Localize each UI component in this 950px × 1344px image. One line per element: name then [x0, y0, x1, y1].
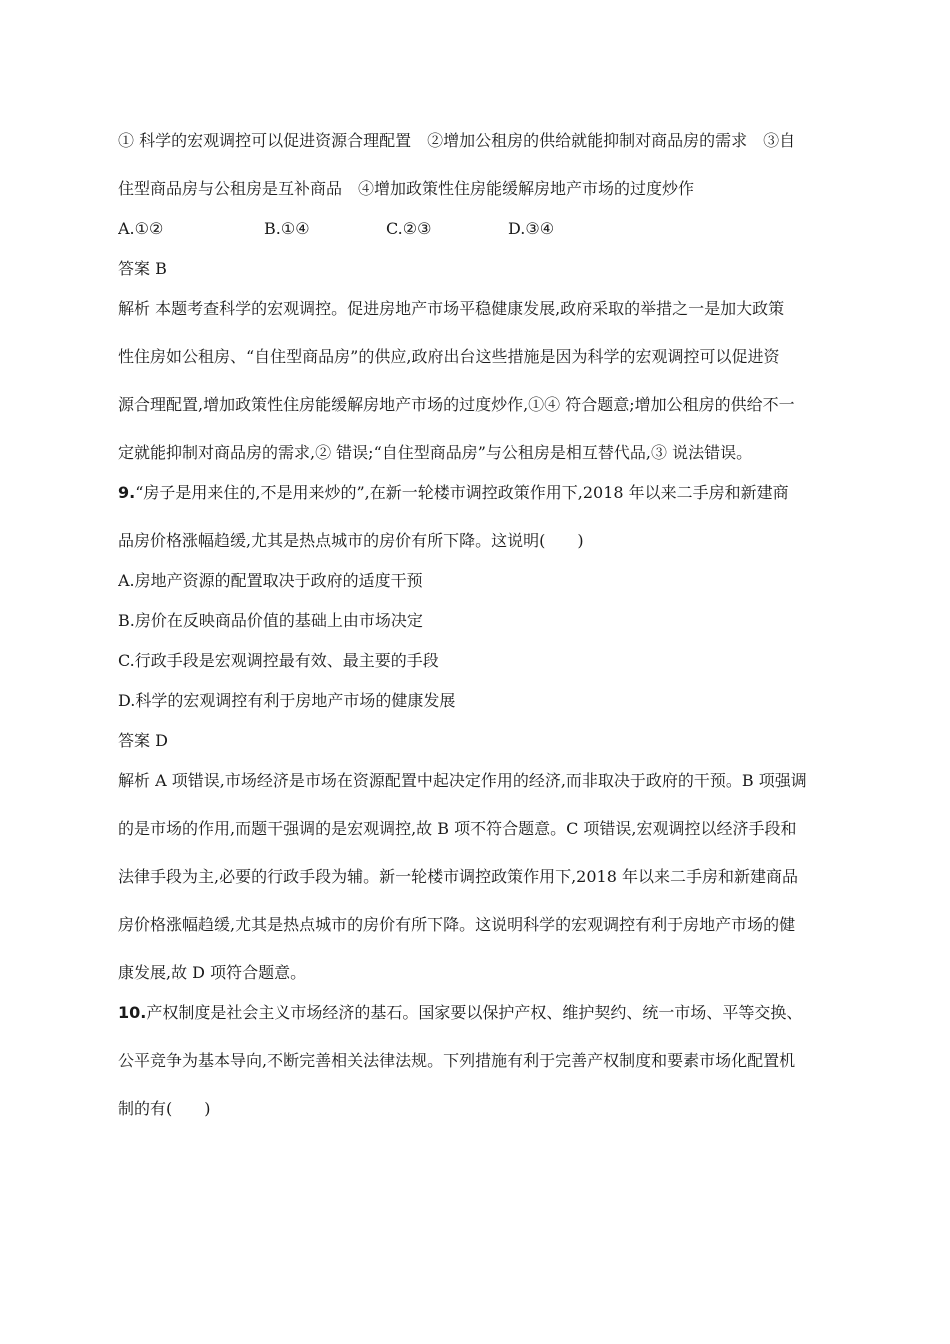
- q8-answer: 答案 B: [118, 259, 167, 278]
- q8-option-c: C.②③: [386, 219, 432, 238]
- q8-option-d: D.③④: [508, 219, 555, 238]
- q9-stem-line-1: [118, 482, 834, 504]
- q8-analysis-line-3: 源合理配置,增加政策性住房能缓解房地产市场的过度炒作,①④ 符合题意;增加公租房的供给不一: [118, 395, 795, 414]
- q9-analysis-line-2: 的是市场的作用,而题干强调的是宏观调控,故 B 项不符合题意。C 项错误,宏观调控以经济手段和: [118, 819, 797, 838]
- q8-analysis-line-1: 解析 本题考查科学的宏观调控。促进房地产市场平稳健康发展,政府采取的举措之一是加大政策: [118, 299, 785, 318]
- q10-number: 10.: [118, 1003, 147, 1022]
- q8-analysis-line-4: 定就能抑制对商品房的需求,② 错误;“自住型商品房”与公租房是相互替代品,③ 说法错误。: [118, 443, 753, 462]
- q8-analysis-line-2: 性住房如公租房、“自住型商品房”的供应,政府出台这些措施是因为科学的宏观调控可以促进资: [118, 347, 780, 366]
- q10-stem-line-2: 公平竞争为基本导向,不断完善相关法律法规。下列措施有利于完善产权制度和要素市场化配置机: [118, 1051, 796, 1070]
- q9-answer: 答案 D: [118, 731, 168, 750]
- q8-statements-line-1: ① 科学的宏观调控可以促进资源合理配置 ②增加公租房的供给就能抑制对商品房的需求 ③自: [118, 131, 796, 150]
- q9-analysis-line-4: 房价格涨幅趋缓,尤其是热点城市的房价有所下降。这说明科学的宏观调控有利于房地产市场的健: [118, 915, 796, 934]
- q9-number: 9.: [118, 483, 136, 502]
- q9-option-c: C.行政手段是宏观调控最有效、最主要的手段: [118, 651, 439, 670]
- q10-stem-line-3: 制的有( ): [118, 1099, 211, 1118]
- q8-option-a: A.①②: [118, 219, 164, 238]
- q8-options: [118, 218, 834, 240]
- q9-stem-line-2: 品房价格涨幅趋缓,尤其是热点城市的房价有所下降。这说明( ): [118, 531, 584, 550]
- q9-option-b: B.房价在反映商品价值的基础上由市场决定: [118, 611, 423, 630]
- q10-stem-line-1: [118, 1002, 834, 1024]
- q9-analysis-line-3: 法律手段为主,必要的行政手段为辅。新一轮楼市调控政策作用下,2018 年以来二手房和新建商品: [118, 867, 798, 886]
- q9-option-d: D.科学的宏观调控有利于房地产市场的健康发展: [118, 691, 456, 710]
- q8-statements-line-2: 住型商品房与公租房是互补商品 ④增加政策性住房能缓解房地产市场的过度炒作: [118, 179, 695, 198]
- q9-option-a: A.房地产资源的配置取决于政府的适度干预: [118, 571, 423, 590]
- q9-analysis-line-1: 解析 A 项错误,市场经济是市场在资源配置中起决定作用的经济,而非取决于政府的干预。B 项强调: [118, 771, 807, 790]
- q8-option-b: B.①④: [264, 219, 310, 238]
- q9-stem-text-1: “房子是用来住的,不是用来炒的”,在新一轮楼市调控政策作用下,2018 年以来二手房和新建商: [135, 483, 789, 502]
- q10-stem-text-1: 产权制度是社会主义市场经济的基石。国家要以保护产权、维护契约、统一市场、平等交换、: [146, 1003, 803, 1022]
- q9-analysis-line-5: 康发展,故 D 项符合题意。: [118, 963, 307, 982]
